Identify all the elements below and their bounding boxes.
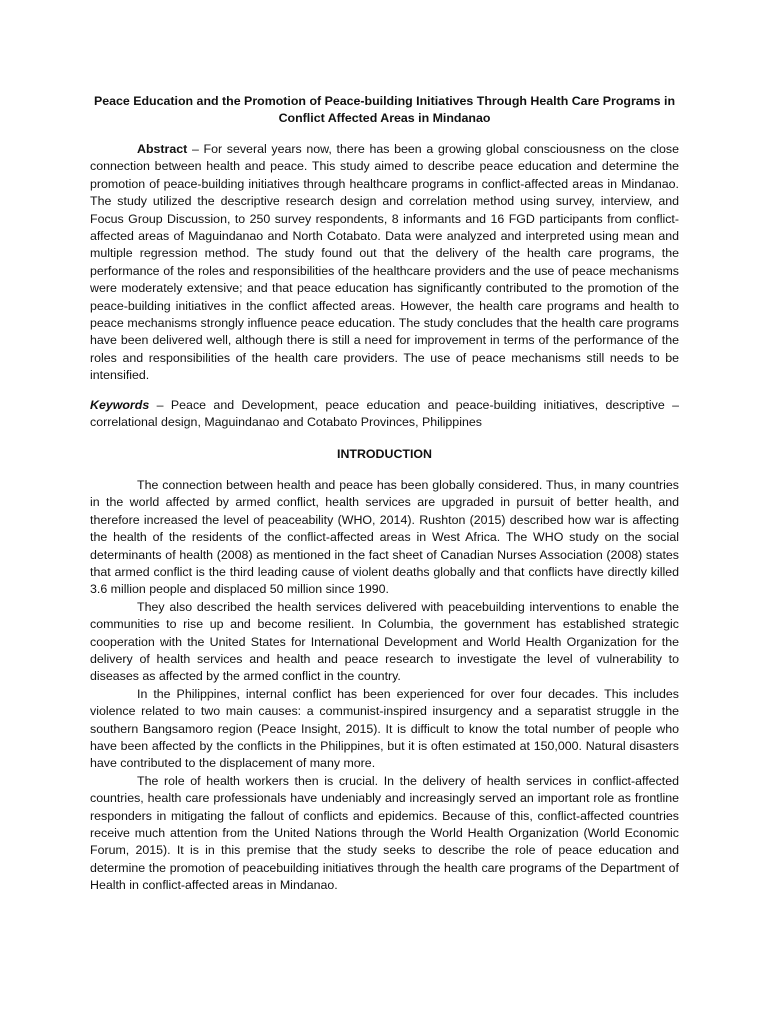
introduction-paragraph-4: The role of health workers then is crucial. In the delivery of health services in conflict-affected countries, health care professionals have undeniably and increasingly served an important role as frontline responders in mitigating the fallout of conflicts and epidemics. Because of this, conflict-affected countries receive much attention from the United Nations through the World Health Organization (World Economic Forum, 2015). It is in this premise that the study seeks to describe the role of peace education and determine the promotion of peacebuilding initiatives through the health care programs of the Department of Health in conflict-affected areas in Mindanao.: [90, 773, 679, 893]
abstract-text: – For several years now, there has been a growing global consciousness on the close connection between health and peace. This study aimed to describe peace education and determine the promotion of peace-building initiatives through healthcare programs in conflict-affected areas in Mindanao. The study utilized the descriptive research design and correlation method using survey, interview, and Focus Group Discussion, to 250 survey respondents, 8 informants and 16 FGD participants from conflict-affected areas of Maguindanao and North Cotabato. Data were analyzed and interpreted using mean and multiple regression method. The study found out that the delivery of the health care programs, the performance of the roles and responsibilities of the healthcare providers and the use of peace mechanisms were moderately extensive; and that peace education has significantly contributed to the promotion of the peace-building initiatives in the conflict affected areas. However, the health care programs and health to peace mechanisms strongly influence peace education. The study concludes that the health care programs have been delivered well, although there is still a need for improvement in terms of the performance of the roles and responsibilities of the health care providers. The use of peace mechanisms still needs to be intensified.: [90, 142, 679, 383]
abstract-paragraph: [90, 141, 679, 385]
introduction-paragraph-3: In the Philippines, internal conflict has been experienced for over four decades. This includes violence related to two main causes: a communist-inspired insurgency and a separatist struggle in the southern Bangsamoro region (Peace Insight, 2015). It is difficult to know the total number of people who have been affected by the conflicts in the Philippines, but it is often estimated at 150,000. Natural disasters have contributed to the displacement of many more.: [90, 686, 679, 771]
introduction-paragraph-1: The connection between health and peace has been globally considered. Thus, in many countries in the world affected by armed conflict, health services are upgraded in pursuit of better health, and therefore increased the level of peaceability (WHO, 2014). Rushton (2015) described how war is affecting the health of the residents of the conflict-affected areas in West Africa. The WHO study on the social determinants of health (2008) as mentioned in the fact sheet of Canadian Nurses Association (2008) states that armed conflict is the third leading cause of violent deaths globally and that conflicts have directly killed 3.6 million people and displaced 50 million since 1990.: [90, 477, 679, 597]
keywords-label: Keywords: [90, 397, 150, 412]
abstract-label: Abstract: [137, 142, 188, 156]
document-page: [90, 93, 679, 895]
paper-title: Peace Education and the Promotion of Peace-building Initiatives Through Health Care Programs in Conflict Affected Areas in Mindanao: [93, 94, 676, 125]
introduction-paragraph-2: They also described the health services delivered with peacebuilding interventions to enable the communities to rise up and become resilient. In Columbia, the government has established strategic cooperation with the United States for International Development and World Health Organization for the delivery of health services and health and peace research to investigate the level of vulnerability to diseases as affected by the armed conflict in the country.: [90, 599, 679, 684]
introduction-heading: INTRODUCTION: [337, 446, 432, 461]
keywords-text: – Peace and Development, peace education and peace-building initiatives, descriptive – correlational design, Maguindanao and Cotabato Provinces, Philippines: [90, 397, 679, 430]
keywords-paragraph: [90, 397, 679, 432]
